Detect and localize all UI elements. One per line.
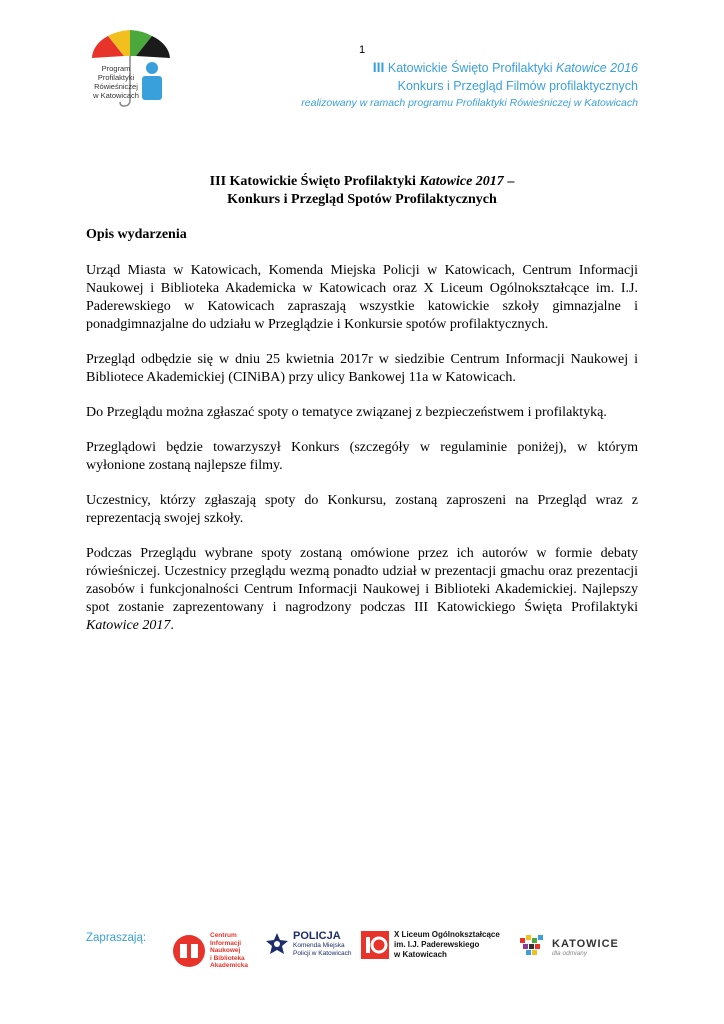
paragraph: Urząd Miasta w Katowicach, Komenda Miejska Policji w Katowicach, Centrum Informacji Naukowej i Biblioteka Akademicka w Katowicach oraz X Liceum Ogólnokształcące im. I.J. Paderewskiego w Katowicach zapraszają wszystkie katowickie szkoły gimnazjalne i ponadgimnazjalne do udziału w Przeglądzie i Konkursie spotów profilaktycznych. — [86, 263, 638, 332]
katowice-caption: KATOWICE dla odmiany — [552, 937, 619, 957]
header-subtitle: Konkurs i Przegląd Filmów profilaktycznych — [397, 79, 638, 93]
paragraph: Przeglądowi będzie towarzyszył Konkurs (szczegóły w regulaminie poniżej), w którym wyłonione zostaną najlepsze filmy. — [86, 440, 638, 473]
cinba-caption: Centrum Informacji Naukowej i Biblioteka Akademicka — [210, 932, 248, 969]
policja-logo — [265, 930, 352, 957]
header-note: realizowany w ramach programu Profilaktyki Rówieśniczej w Katowicach — [301, 97, 638, 109]
document-body — [86, 262, 638, 652]
liceum-logo — [360, 930, 500, 960]
cinba-icon — [172, 934, 206, 968]
document-title: III Katowickie Święto Profilaktyki Katowice 2017 – Konkurs i Przegląd Spotów Profilaktycznych — [209, 174, 515, 207]
liceum-caption: X Liceum Ogólnokształcące im. I.J. Paderewskiego w Katowicach — [394, 930, 500, 959]
paragraph: Podczas Przeglądu wybrane spoty zostaną omówione przez ich autorów w formie debaty rówieśniczej. Uczestnicy przeglądu wezmą ponadto udział w prezentacji gmachu oraz prezentacji zasobów i funkcjonalności Centrum Informacji Naukowej i Biblioteki Akademickiej. Najlepszy spot zostanie zaprezentowany i nagrodzony podczas III Katowickiego Święta Profilaktyki Katowice 2017. — [86, 546, 638, 633]
footer-label: Zapraszają: — [86, 932, 147, 944]
katowice-logo — [518, 932, 619, 962]
liceum-emblem-icon — [360, 930, 390, 960]
katowice-mosaic-icon — [518, 932, 548, 962]
header-info — [301, 58, 638, 111]
paragraph: Przegląd odbędzie się w dniu 25 kwietnia 2017r w siedzibie Centrum Informacji Naukowej i Bibliotece Akademickiej (CINiBA) przy ulicy Bankowej 11a w Katowicach. — [86, 352, 638, 385]
section-heading: Opis wydarzenia — [86, 227, 187, 242]
paragraph: Do Przeglądu można zgłaszać spoty o tematyce związanej z bezpieczeństwem i profilaktyką. — [86, 405, 607, 420]
police-star-icon — [265, 932, 289, 956]
page-number: 1 — [359, 44, 366, 56]
policja-caption: POLICJA Komenda Miejska Policji w Katowicach — [293, 930, 352, 957]
logo-caption: Program Profilaktyki Rówieśniczej w Katowicach — [93, 64, 139, 100]
cinba-logo — [172, 932, 248, 970]
paragraph: Uczestnicy, którzy zgłaszają spoty do Konkursu, zostaną zaproszeni na Przegląd wraz z reprezentacją swojej szkoły. — [86, 493, 638, 526]
header-title: III Katowickie Święto Profilaktyki Katowice 2016 — [372, 59, 638, 75]
program-logo — [86, 28, 176, 110]
